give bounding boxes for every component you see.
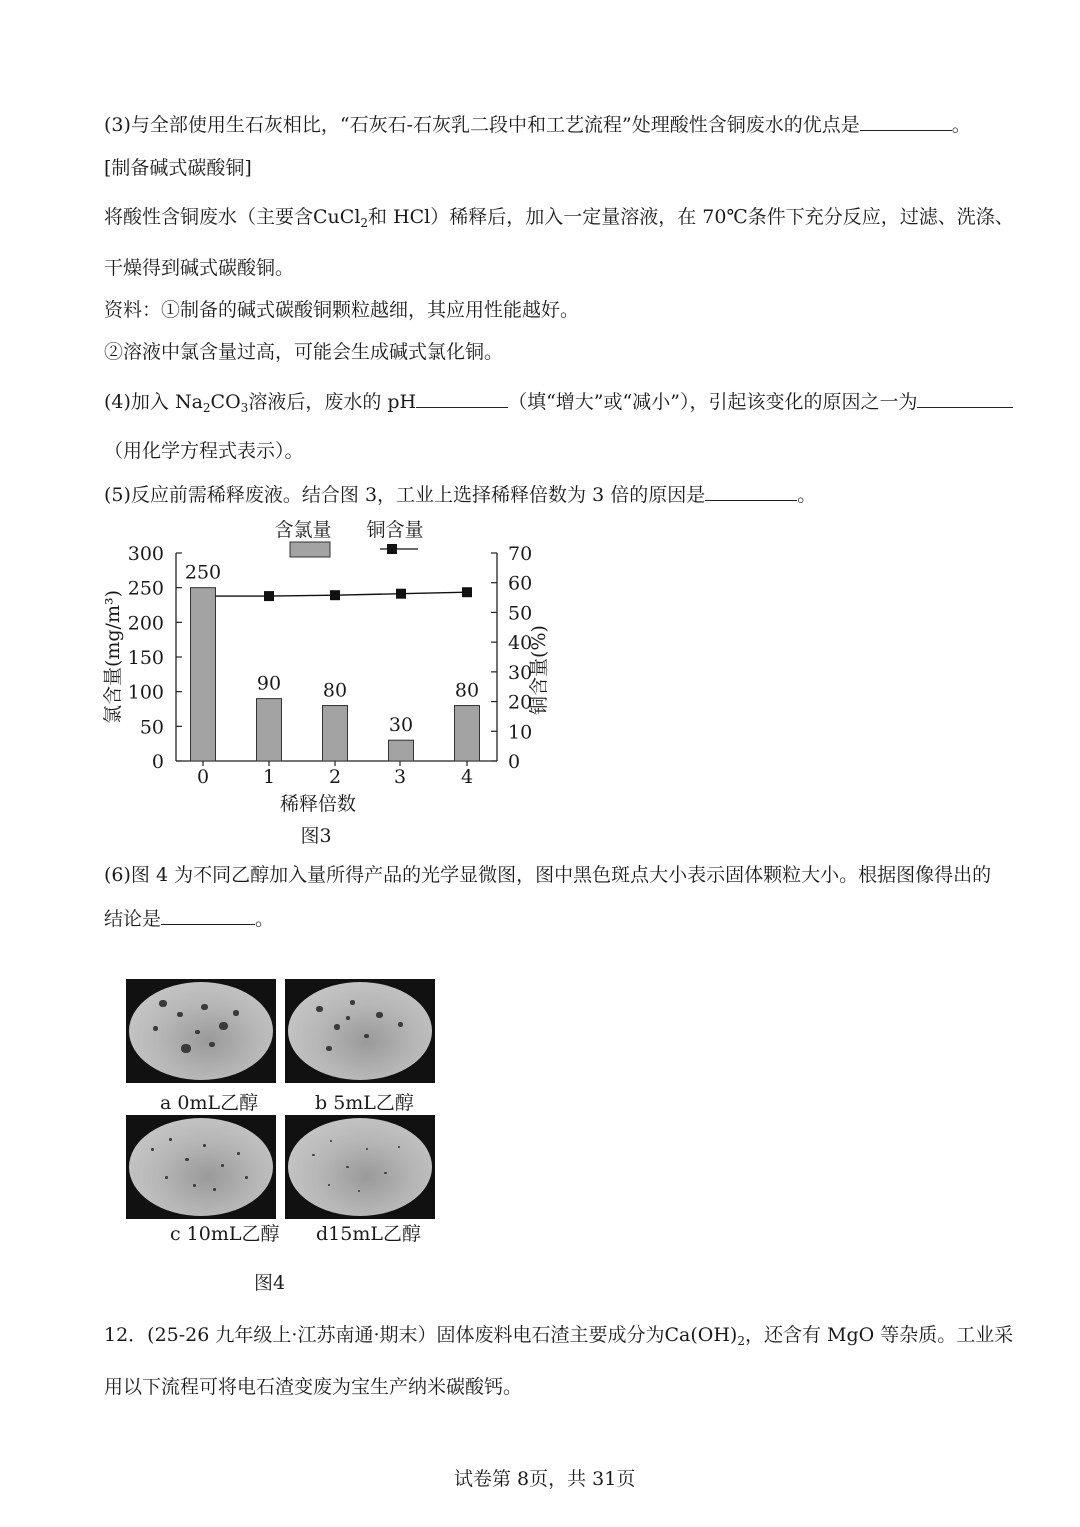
question-4-text-c: 溶液后，废水的 pH <box>248 391 417 413</box>
micrograph-a <box>126 979 276 1083</box>
question-5-text: (5)反应前需稀释废液。结合图 3，工业上选择稀释倍数为 3 倍的原因是 <box>104 484 706 506</box>
left-tick-label: 150 <box>127 647 164 669</box>
intro-text-a: 将酸性含铜废水（主要含CuCl <box>104 206 361 228</box>
question-6-end: 。 <box>255 908 275 930</box>
question-6-line-2 <box>104 906 274 932</box>
question-12-text-a: 12．(25-26 九年级上·江苏南通·期末）固体废料电石渣主要成分为 <box>104 1324 665 1346</box>
info-line-1: 资料：①制备的碱式碳酸铜颗粒越细，其应用性能越好。 <box>104 299 580 321</box>
chart-title: 图3 <box>300 825 332 847</box>
point-copper <box>462 587 472 597</box>
bar-chlorine <box>389 740 414 761</box>
left-tick-label: 200 <box>127 612 164 635</box>
micrograph-a-caption: a 0mL乙醇 <box>160 1092 259 1114</box>
bar-chlorine <box>455 706 480 761</box>
legend-swatch-copper-marker <box>387 544 397 554</box>
right-axis-title: 铜含量(%) <box>528 625 550 715</box>
x-tick-label: 4 <box>460 766 474 788</box>
question-3-text: (3)与全部使用生石灰相比，“石灰石-石灰乳二段中和工艺流程”处理酸性含铜废水的优点是 <box>104 114 860 136</box>
micrograph-c-caption: c 10mL乙醇 <box>170 1223 280 1245</box>
question-4: (4)加入 $Na_2CO_3$溶液后，废水的 pH （填“增大”或“减小”），引起该变化的原因之一为 <box>104 389 1013 415</box>
intro-line-2: 干燥得到碱式碳酸铜。 <box>104 257 295 279</box>
right-tick-label: 0 <box>508 751 521 773</box>
left-tick-label: 250 <box>127 577 164 600</box>
question-12-line-2: 用以下流程可将电石渣变废为宝生产纳米碳酸钙。 <box>104 1376 523 1398</box>
bar-chlorine <box>191 588 216 761</box>
answer-blank <box>416 389 508 408</box>
left-tick-label: 100 <box>127 681 164 704</box>
right-tick-label: 10 <box>508 721 533 744</box>
question-5-end: 。 <box>797 484 817 506</box>
question-12-line-1: 12．(25-26 九年级上·江苏南通·期末）固体废料电石渣主要成分为$Ca(OH)_2$，还含有 MgO 等杂质。工业采 <box>104 1324 1014 1348</box>
question-6-text: 结论是 <box>104 908 162 930</box>
point-copper <box>264 591 274 601</box>
right-tick-label: 50 <box>508 602 533 625</box>
bar-data-label: 250 <box>184 561 222 584</box>
petri-dish-image <box>288 1118 432 1216</box>
left-tick-label: 300 <box>127 543 164 565</box>
point-copper <box>396 589 406 599</box>
right-tick-label: 70 <box>508 543 533 565</box>
legend-label-chlorine: 含氯量 <box>274 519 332 541</box>
petri-dish-image <box>288 982 432 1080</box>
x-tick-label: 0 <box>196 766 210 788</box>
bar-data-label: 80 <box>454 679 480 702</box>
question-4-text-b: CO <box>210 391 241 413</box>
bar-chlorine <box>323 706 348 761</box>
x-tick-label: 1 <box>262 766 276 788</box>
bar-data-label: 80 <box>322 679 348 702</box>
legend-swatch-chlorine <box>290 542 330 557</box>
bar-data-label: 30 <box>388 714 414 737</box>
question-12-text-b: ，还含有 MgO 等杂质。工业采 <box>744 1324 1014 1346</box>
left-tick-label: 50 <box>139 716 164 739</box>
question-4-line-2: （用化学方程式表示）。 <box>104 440 304 462</box>
figure-3-chart <box>90 510 570 855</box>
chemical-formula: Ca(OH) <box>664 1324 738 1346</box>
micrograph-b-caption: b 5mL乙醇 <box>315 1092 414 1114</box>
answer-blank <box>161 906 255 925</box>
x-tick-label: 2 <box>328 766 342 788</box>
left-axis-title: 氯含量(mg/m³) <box>102 589 124 725</box>
x-axis-title: 稀释倍数 <box>279 793 357 815</box>
micrograph-b <box>285 979 435 1083</box>
right-tick-label: 30 <box>508 661 533 684</box>
left-tick-label: 0 <box>151 751 164 773</box>
petri-dish-image <box>129 982 273 1080</box>
section-title: [制备碱式碳酸铜] <box>104 157 252 179</box>
answer-blank <box>860 112 952 131</box>
question-5 <box>104 482 816 508</box>
page-footer: 试卷第 8页，共 31页 <box>454 1468 636 1490</box>
question-3 <box>104 112 971 138</box>
question-4-text-a: (4)加入 Na <box>104 391 203 413</box>
info-line-2: ②溶液中氯含量过高，可能会生成碱式氯化铜。 <box>104 341 504 363</box>
micrograph-c <box>126 1115 276 1219</box>
answer-blank <box>705 482 797 501</box>
intro-line-1: 将酸性含铜废水（主要含CuCl$_2$和 HCl）稀释后，加入一定量溶液，在 70℃条件下充分反应，过滤、洗涤、 <box>104 206 1014 230</box>
point-copper <box>330 590 340 600</box>
micrograph-d-caption: d15mL乙醇 <box>316 1223 421 1245</box>
intro-text-b: 和 HCl）稀释后，加入一定量溶液，在 70℃条件下充分反应，过滤、洗涤、 <box>368 206 1014 228</box>
line-copper <box>216 592 468 596</box>
answer-blank <box>917 389 1013 408</box>
micrograph-d <box>285 1115 435 1219</box>
petri-dish-image <box>129 1118 273 1216</box>
figure-4-title: 图4 <box>254 1272 286 1294</box>
bar-data-label: 90 <box>256 672 282 695</box>
question-6-line-1: (6)图 4 为不同乙醇加入量所得产品的光学显微图，图中黑色斑点大小表示固体颗粒大小。根据图像得出的 <box>104 864 992 886</box>
right-tick-label: 60 <box>508 572 533 595</box>
bar-chlorine <box>257 699 282 761</box>
right-tick-label: 40 <box>508 632 533 655</box>
question-3-end: 。 <box>951 114 971 136</box>
legend-label-copper: 铜含量 <box>366 519 424 541</box>
x-tick-label: 3 <box>393 766 407 788</box>
right-tick-label: 20 <box>508 691 533 714</box>
question-4-text-d: （填“增大”或“减小”），引起该变化的原因之一为 <box>508 391 918 413</box>
